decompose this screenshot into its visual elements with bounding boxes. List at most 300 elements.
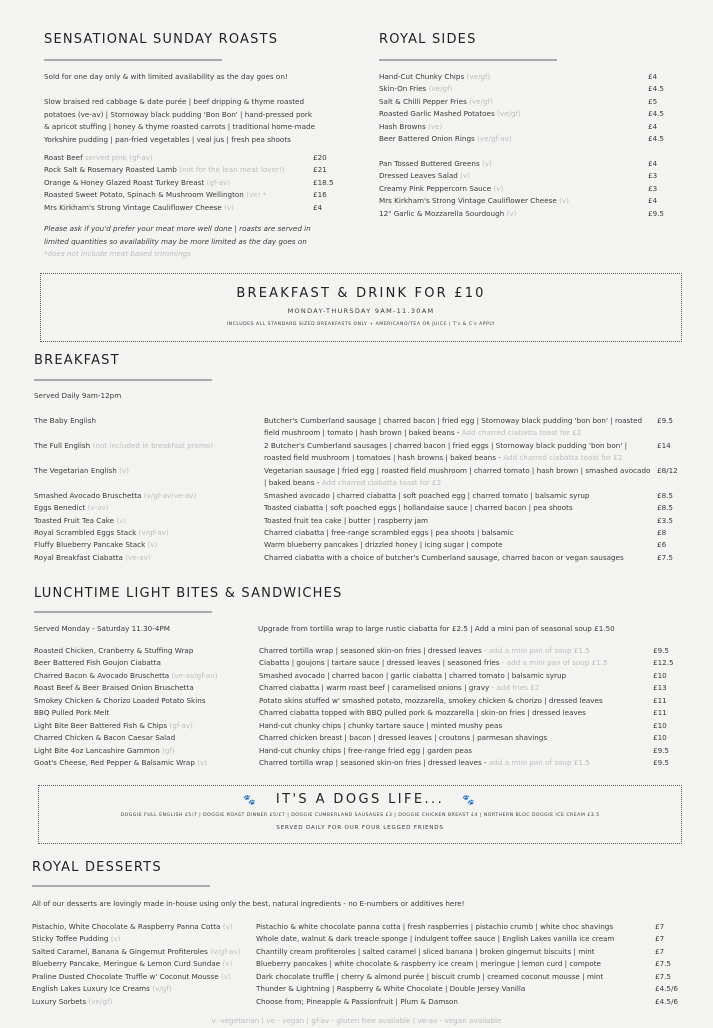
dietary-note: (v-av)	[87, 503, 109, 513]
menu-item	[34, 682, 674, 694]
item-description	[264, 465, 652, 490]
paw-print-icon: 🐾	[462, 795, 477, 806]
item-price: £8	[657, 528, 667, 538]
description-line: potatoes (ve-av) | Stornoway black pudding 'Bon Bon' | hand-pressed pork	[44, 109, 313, 119]
dietary-note: (v)	[220, 971, 231, 981]
item-description	[259, 695, 654, 707]
description-text: Charred ciabatta with a choice of butcher's Cumberland sausage, charred bacon or vegan sausages	[264, 552, 624, 562]
description-text: 2 Butcher's Cumberland sausages | charred bacon | fried eggs | Stornoway black pudding 'bon bon' | roasted field mushroom | tomatoes | hash browns | baked beans -	[264, 440, 628, 463]
item-name	[379, 109, 521, 118]
item-price: £7.5	[655, 971, 672, 981]
item-description	[259, 682, 654, 694]
item-name	[379, 184, 503, 193]
item-description	[256, 971, 656, 983]
item-name	[32, 922, 233, 931]
divider	[379, 59, 557, 61]
description-text: Charred ciabatta | warm roast beef | caramelised onions | gravy	[259, 683, 490, 693]
divider	[34, 379, 212, 381]
menu-item	[34, 490, 679, 502]
item-name-text: Luxury Sorbets	[32, 996, 87, 1006]
item-price: £12.5	[653, 658, 674, 668]
dietary-note: (gf-av)	[206, 177, 231, 187]
footnote-line: limited quantities so availability may be more limited as the day goes on	[44, 236, 307, 246]
item-description	[264, 539, 652, 551]
dogs-title-row	[39, 792, 681, 807]
item-description	[256, 933, 656, 945]
description-text: Charred ciabatta topped with BBQ pulled pork & mozzarella | skin-on fries | dressed leaves	[259, 708, 586, 718]
item-name-text: The Vegetarian English	[34, 465, 117, 475]
description-line: Slow braised red cabbage & date purée | beef dripping & thyme roasted	[44, 97, 305, 106]
roasts-description	[44, 96, 315, 146]
item-price: £10	[653, 670, 667, 680]
menu-item	[34, 695, 674, 707]
item-name	[34, 683, 194, 692]
description-text: Warm blueberry pancakes | drizzled honey | icing sugar | compote	[264, 540, 503, 550]
description-text: Charred chicken breast | bacon | dressed leaves | croutons | parmesan shavings	[259, 733, 548, 743]
item-price: £4.5/6	[655, 984, 678, 994]
menu-item	[32, 933, 682, 945]
dietary-note: (ve-av/gf-av)	[171, 670, 218, 680]
item-description	[259, 670, 654, 682]
sides-list	[379, 71, 669, 146]
item-name	[32, 997, 112, 1006]
add-on-note: - add a mini pan of soup £1.5	[501, 658, 608, 668]
menu-item	[44, 202, 344, 214]
item-price: £10	[653, 733, 667, 743]
item-name	[379, 122, 442, 131]
item-description	[264, 527, 652, 539]
item-name	[34, 746, 175, 755]
dogs-menu-box	[38, 785, 682, 844]
dietary-note: (ve/gf)	[428, 84, 453, 94]
dietary-note: (v/gf)	[152, 984, 172, 994]
dietary-note: (v)	[506, 208, 517, 218]
item-name	[379, 196, 569, 205]
menu-item	[44, 152, 344, 164]
item-name	[34, 503, 109, 512]
item-name	[34, 441, 213, 450]
item-description	[259, 732, 654, 744]
item-name	[379, 209, 516, 218]
menu-item	[379, 170, 669, 182]
item-name-text: Charred Chicken & Bacon Caesar Salad	[34, 733, 176, 743]
dietary-note: (not included in breakfast promo)	[92, 440, 214, 450]
item-name	[34, 516, 126, 525]
item-description	[256, 921, 656, 933]
breakfast-section	[34, 353, 120, 368]
item-description	[256, 983, 656, 995]
roasts-intro: Sold for one day only & with limited availability as the day goes on!	[44, 72, 288, 81]
item-name-text: Mrs Kirkham's Strong Vintage Cauliflower Cheese	[379, 196, 557, 206]
lunch-list	[34, 645, 674, 770]
dietary-note: (v)	[197, 758, 208, 768]
description-text: Blueberry pancakes | white chocolate & raspberry ice cream | meringue | lemon curd | compote	[256, 959, 601, 969]
item-name	[34, 733, 175, 742]
item-price: £4	[313, 202, 323, 212]
lunch-section	[34, 586, 343, 601]
menu-item	[34, 645, 674, 657]
item-name-text: Rock Salt & Rosemary Roasted Lamb	[44, 165, 177, 175]
item-price: £4	[648, 196, 658, 206]
item-price: £21	[313, 165, 327, 175]
item-name-text: Dressed Leaves Salad	[379, 171, 458, 181]
item-name	[44, 153, 153, 162]
description-text: Hand-cut chunky chips | free-range fried egg | garden peas	[259, 745, 472, 755]
description-text: Toasted ciabatta | soft poached eggs | hollandaise sauce | charred bacon | pea shoots	[264, 503, 573, 513]
item-price: £20	[313, 153, 327, 162]
item-name	[34, 758, 207, 767]
description-text: Smashed avocado | charred ciabatta | soft poached egg | charred tomato | balsamic syrup	[264, 490, 590, 500]
add-on-note: - add a mini pan of soup £1.5	[484, 646, 590, 655]
menu-item	[34, 465, 679, 490]
menu-item	[32, 921, 682, 933]
item-name-text: Roast Beef	[44, 153, 83, 162]
item-price: £13	[653, 683, 667, 693]
dogs-served: SERVED DAILY FOR OUR FOUR LEGGED FRIENDS	[276, 825, 444, 831]
item-price: £3.5	[657, 515, 674, 525]
item-name-text: Light Bite Beer Battered Fish & Chips	[34, 720, 168, 730]
menu-item	[379, 71, 669, 83]
item-price: £7	[655, 922, 665, 931]
item-name	[44, 190, 266, 199]
item-price: £3	[648, 171, 658, 181]
description-text: Thunder & Lightning | Raspberry & White Chocolate | Double Jersey Vanilla	[256, 984, 526, 994]
menu-item	[379, 133, 669, 145]
dietary-note: (v/gf-av/ve-av)	[143, 490, 197, 500]
item-price: £9.5	[653, 758, 670, 768]
section-title: ROYAL SIDES	[379, 32, 477, 47]
menu-item	[34, 440, 679, 465]
menu-item	[34, 757, 674, 769]
item-name	[34, 491, 196, 500]
dietary-legend: v -vegetarian | ve - vegan | gf-av - gluten free available | ve-av - vegan available	[211, 1016, 502, 1025]
item-price: £16	[313, 190, 327, 200]
menu-item	[34, 527, 679, 539]
dietary-note: (v)	[224, 202, 234, 212]
menu-item	[34, 515, 679, 527]
roasts-footnote	[44, 223, 311, 261]
item-price: £18.5	[313, 177, 334, 187]
menu-item	[34, 539, 679, 551]
desserts-intro: All of our desserts are lovingly made in-house using only the best, natural ingredients - no E-numbers or additives here!	[32, 899, 465, 908]
menu-item	[34, 415, 679, 440]
menu-item	[34, 720, 674, 732]
item-name	[379, 97, 493, 106]
description-line: & apricot stuffing | honey & thyme roasted carrots | traditional home-made	[44, 122, 316, 131]
item-name	[34, 721, 193, 730]
item-name	[34, 646, 193, 655]
dietary-note: (v)	[482, 159, 492, 168]
breakfast-promo-box	[40, 273, 682, 342]
item-name-text: Smokey Chicken & Chorizo Loaded Potato Skins	[34, 695, 206, 705]
section-title: ROYAL DESSERTS	[32, 860, 162, 875]
item-name	[32, 972, 231, 981]
item-name	[32, 959, 232, 968]
item-name-text: The Full English	[34, 440, 91, 450]
item-name-text: Pan Tossed Buttered Greens	[379, 159, 480, 168]
menu-item	[379, 195, 669, 207]
item-name	[379, 134, 512, 143]
description-text: Dark chocolate truffle | cherry & almond purée | biscuit crumb | creamed coconut mousse | mint	[256, 971, 604, 981]
item-name-text: Light Bite 4oz Lancashire Gammon	[34, 745, 160, 755]
menu-item	[34, 745, 674, 757]
item-price: £5	[648, 96, 658, 106]
item-name-text: Skin-On Fries	[379, 84, 427, 94]
item-price: £9.5	[653, 745, 670, 755]
dietary-note: (ve-av)	[125, 552, 151, 562]
item-price: £4	[648, 72, 658, 81]
menu-item	[379, 158, 669, 170]
item-price: £9.5	[657, 416, 674, 425]
item-price: £4	[648, 121, 658, 131]
dietary-note: (v/gf-av)	[138, 528, 169, 538]
description-line: Yorkshire pudding | pan-fried vegetables | veal jus | fresh pea shoots	[44, 134, 291, 144]
item-name	[379, 72, 490, 81]
item-name-text: Sticky Toffee Pudding	[32, 934, 109, 944]
item-name	[34, 553, 151, 562]
menu-item	[44, 164, 344, 176]
dietary-note: (v)	[460, 171, 471, 181]
description-text: Smashed avocado | charred bacon | garlic ciabatta | charred tomato | balsamic syrup	[259, 670, 567, 680]
item-name-text: Mrs Kirkham's Strong Vintage Cauliflower Cheese	[44, 202, 222, 212]
item-name	[34, 528, 169, 537]
add-on-note: add a mini pan of soup £1.5	[488, 758, 590, 768]
description-text: Whole date, walnut & dark treacle sponge | indulgent toffee sauce | English Lakes vanilla ice cream	[256, 934, 615, 944]
item-price: £9.5	[653, 646, 670, 655]
item-name	[44, 203, 234, 212]
item-name-text: Orange & Honey Glazed Roast Turkey Breast	[44, 177, 205, 187]
dietary-note: (v)	[110, 934, 121, 944]
item-name	[34, 540, 157, 549]
footnote-line: Please ask if you'd prefer your meat more well done | roasts are served in	[44, 224, 311, 233]
item-description	[259, 757, 654, 769]
dietary-note: (ve/gf)	[469, 96, 493, 106]
dietary-note: (ve/gf-av)	[477, 134, 512, 144]
asterisk-note: *does not include meat based trimmings	[44, 249, 191, 258]
item-name-text: Roasted Garlic Mashed Potatoes	[379, 109, 495, 119]
dogs-items: DOGGIE FULL ENGLISH £5/7 | DOGGIE ROAST DINNER £5/£7 | DOGGIE CUMBERLAND SAUSAGES £3 | DOGGIE CHICKEN BREAST £4 | NORTHERN BLOC DOGGIE ICE CREAM £3.5	[120, 813, 600, 818]
item-description	[264, 515, 652, 527]
description-text: Charred tortilla wrap | seasoned skin-on fries | dressed leaves -	[259, 758, 487, 768]
menu-item	[32, 971, 682, 983]
description-text: Pistachio & white chocolate panna cotta | fresh raspberries | pistachio crumb | white choc shavings	[256, 922, 614, 931]
item-description	[256, 996, 656, 1008]
item-description	[264, 440, 652, 465]
item-name-text: Royal Breakfast Ciabatta	[34, 552, 123, 562]
menu-item	[379, 96, 669, 108]
item-name-text: Beer Battered Fish Goujon Ciabatta	[34, 658, 161, 668]
menu-item	[34, 657, 674, 669]
item-name-text: The Baby English	[34, 416, 97, 425]
add-on-note: Add charred ciabatta toast for £2	[503, 453, 623, 463]
item-price: £8/12	[657, 465, 678, 475]
menu-item	[34, 707, 674, 719]
item-description	[264, 490, 652, 502]
roasts-list	[44, 152, 344, 214]
breakfast-list	[34, 415, 679, 564]
section-title: SENSATIONAL SUNDAY ROASTS	[44, 32, 279, 47]
dietary-note: (v)	[147, 540, 158, 550]
item-name-text: BBQ Pulled Pork Melt	[34, 708, 110, 718]
dietary-note: (v)	[116, 515, 127, 525]
item-price: £9.5	[648, 208, 665, 218]
menu-item	[379, 183, 669, 195]
dietary-note: (ve/gf)	[88, 996, 113, 1006]
description-text: Charred tortilla wrap | seasoned skin-on fries | dressed leaves	[259, 646, 482, 655]
section-title: LUNCHTIME LIGHT BITES & SANDWICHES	[34, 586, 343, 601]
description-text: Ciabatta | goujons | tartare sauce | dressed leaves | seasoned fries	[259, 658, 500, 668]
item-description	[259, 707, 654, 719]
dietary-note: (v)	[119, 465, 129, 475]
item-name	[379, 171, 470, 180]
item-description	[259, 657, 654, 669]
dietary-note: (gf)	[162, 745, 175, 755]
dietary-note: (v)	[222, 922, 233, 931]
item-name	[32, 984, 172, 993]
item-price: £11	[653, 708, 667, 718]
add-on-note: - add fries £2	[491, 683, 540, 693]
served-times: Served Daily 9am-12pm	[34, 391, 122, 400]
item-name-text: Roast Beef & Beer Braised Onion Bruschetta	[34, 683, 194, 693]
item-name	[44, 165, 285, 174]
divider	[34, 611, 212, 613]
item-name-text: Toasted Fruit Tea Cake	[34, 515, 115, 525]
dietary-note: served pink (gf-av)	[84, 153, 153, 162]
item-name-text: Salt & Chilli Pepper Fries	[379, 96, 467, 106]
dogs-title: IT'S A DOGS LIFE...	[275, 792, 445, 807]
divider	[32, 885, 210, 887]
item-name-text: Salted Caramel, Banana & Gingernut Profiteroles	[32, 946, 208, 956]
item-price: £4.5	[648, 134, 665, 144]
sunday-roasts-section	[44, 32, 344, 47]
upgrade-note: Upgrade from tortilla wrap to large rustic ciabatta for £2.5 | Add a mini pan of seasonal soup £1.50	[258, 624, 615, 633]
menu-item	[34, 670, 674, 682]
item-price: £7.5	[657, 552, 674, 562]
item-name-text: Hash Browns	[379, 121, 426, 131]
promo-subtitle: MONDAY-THURSDAY 9AM-11.30AM	[287, 307, 435, 315]
dietary-note: (v/gf-av)	[210, 946, 241, 956]
item-name	[34, 696, 206, 705]
dietary-note: (ve)	[428, 121, 443, 131]
paw-print-icon: 🐾	[243, 795, 258, 806]
item-name	[32, 934, 121, 943]
item-description	[264, 415, 652, 440]
item-name-text: Praline Dusted Chocolate Truffle w' Coconut Mousse	[32, 971, 219, 981]
served-times: Served Monday - Saturday 11.30-4PM	[34, 624, 170, 633]
item-name-text: Eggs Benedict	[34, 503, 86, 513]
dietary-note: (v)	[493, 183, 504, 193]
description-text: Potato skins stuffed w' smashed potato, mozzarella, smokey chicken & chorizo | dressed leaves	[259, 695, 603, 705]
item-price: £14	[657, 440, 671, 450]
menu-item	[44, 177, 344, 189]
description-text: Choose from; Pineapple & Passionfruit | Plum & Damson	[256, 996, 458, 1006]
item-name-text: Goat's Cheese, Red Pepper & Balsamic Wrap	[34, 758, 195, 768]
item-description	[264, 502, 652, 514]
menu-item	[32, 958, 682, 970]
item-price: £4	[648, 159, 658, 168]
dietary-note: (not for the lean meat lover!)	[179, 165, 285, 175]
menu-item	[34, 502, 679, 514]
item-price: £7	[655, 946, 665, 956]
description-text: Charred ciabatta | free-range scrambled eggs | pea shoots | balsamic	[264, 528, 514, 538]
item-name	[379, 159, 492, 168]
item-name-text: Fluffy Blueberry Pancake Stack	[34, 540, 146, 550]
dietary-note: (ve) *	[246, 190, 267, 200]
description-text: Toasted fruit tea cake | butter | raspberry jam	[264, 515, 429, 525]
item-name	[34, 671, 217, 680]
item-price: £11	[653, 695, 667, 705]
item-description	[264, 552, 652, 564]
item-price: £8.5	[657, 503, 674, 513]
menu-item	[32, 983, 682, 995]
menu-item	[32, 996, 682, 1008]
item-name	[34, 658, 161, 667]
item-description	[256, 946, 656, 958]
item-name-text: Blueberry Pancake, Meringue & Lemon Curd Sundae	[32, 959, 221, 969]
item-price: £10	[653, 720, 667, 730]
item-name	[34, 416, 96, 425]
item-name-text: Creamy Pink Peppercorn Sauce	[379, 183, 492, 193]
item-price: £7	[655, 934, 665, 944]
desserts-section	[32, 860, 162, 875]
item-name	[379, 84, 452, 93]
item-name-text: Beer Battered Onion Rings	[379, 134, 475, 144]
menu-item	[44, 189, 344, 201]
item-name	[44, 178, 230, 187]
item-price: £4.5	[648, 109, 665, 119]
description-text: Hand-cut chunky chips | chunky tartare sauce | minted mushy peas	[259, 720, 503, 730]
section-title: BREAKFAST	[34, 353, 120, 368]
item-name-text: Charred Bacon & Avocado Bruschetta	[34, 670, 170, 680]
add-on-note: Add charred ciabatta toast for £2	[461, 428, 582, 438]
item-price: £4.5/6	[655, 996, 678, 1006]
item-name	[32, 947, 240, 956]
item-price: £8.5	[657, 490, 674, 500]
item-name	[34, 708, 109, 717]
menu-item	[379, 121, 669, 133]
menu-item	[34, 552, 679, 564]
menu-item	[379, 208, 669, 220]
item-name-text: 12" Garlic & Mozzarella Sourdough	[379, 208, 505, 218]
item-description	[256, 958, 656, 970]
item-name-text: Smashed Avocado Bruschetta	[34, 490, 142, 500]
item-price: £6	[657, 540, 667, 550]
dietary-note: (gf-av)	[169, 720, 193, 730]
item-name-text: Hand-Cut Chunky Chips	[379, 72, 465, 81]
sides-list	[379, 158, 669, 220]
dietary-note: (ve/gf)	[466, 72, 491, 81]
item-name-text: Roasted Sweet Potato, Spinach & Mushroom Wellington	[44, 190, 244, 200]
desserts-list	[32, 921, 682, 1008]
menu-item	[379, 108, 669, 120]
description-text: Chantilly cream profiteroles | salted caramel | sliced banana | broken gingernut biscuits | mint	[256, 946, 595, 956]
dietary-note: (v)	[222, 959, 233, 969]
royal-sides-section	[379, 32, 477, 47]
item-name-text: Pistachio, White Chocolate & Raspberry Panna Cotta	[32, 922, 221, 931]
promo-title: BREAKFAST & DRINK FOR £10	[236, 286, 486, 301]
item-name-text: Royal Scrambled Eggs Stack	[34, 528, 137, 538]
dietary-note: (v)	[559, 196, 569, 206]
menu-item	[34, 732, 674, 744]
menu-item	[379, 83, 669, 95]
add-on-note: Add charred ciabatta toast for £2	[321, 478, 442, 488]
item-name-text: Roasted Chicken, Cranberry & Stuffing Wrap	[34, 646, 194, 655]
item-name-text: English Lakes Luxury Ice Creams	[32, 984, 150, 994]
item-description	[259, 720, 654, 732]
menu-item	[32, 946, 682, 958]
divider	[44, 59, 222, 61]
item-price: £7.5	[655, 959, 672, 969]
